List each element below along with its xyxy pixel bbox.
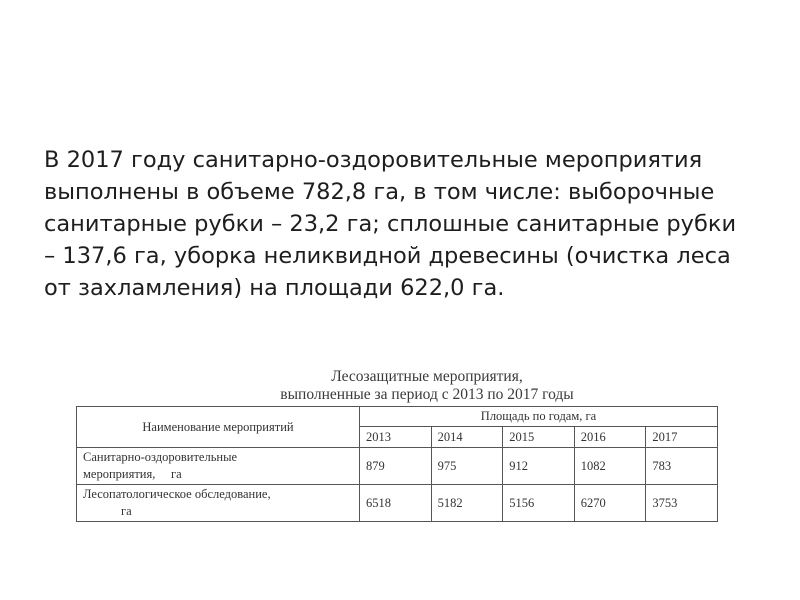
value-cell: 975 — [431, 448, 503, 485]
row-label — [77, 448, 360, 485]
table-row — [77, 485, 718, 522]
table-caption — [136, 368, 718, 404]
caption-line: Лесозащитные мероприятия, — [331, 368, 523, 385]
row-label-line: Лесопатологическое обследование, — [83, 487, 271, 501]
year-cell: 2016 — [574, 427, 646, 448]
table-row — [77, 448, 718, 485]
value-cell: 3753 — [646, 485, 718, 522]
forest-protection-table-block — [76, 368, 718, 522]
paragraph-line: В 2017 году санитарно-оздоровительные мероприятия — [44, 147, 703, 173]
row-label-line: га — [121, 504, 132, 518]
value-cell: 5156 — [503, 485, 575, 522]
paragraph-line: – 137,6 га, уборка неликвидной древесины (очистка леса — [44, 243, 731, 269]
value-cell: 912 — [503, 448, 575, 485]
value-cell: 6270 — [574, 485, 646, 522]
value-cell: 879 — [360, 448, 432, 485]
value-cell: 6518 — [360, 485, 432, 522]
paragraph-line: от захламления) на площади 622,0 га. — [44, 275, 505, 301]
paragraph-line: выполнены в объеме 782,8 га, в том числе: выборочные — [44, 179, 715, 205]
year-cell: 2014 — [431, 427, 503, 448]
table-header-row — [77, 407, 718, 427]
value-cell: 1082 — [574, 448, 646, 485]
paragraph-line: санитарные рубки – 23,2 га; сплошные санитарные рубки — [44, 211, 737, 237]
intro-paragraph — [44, 144, 756, 304]
header-area-by-year: Площадь по годам, га — [360, 407, 718, 427]
year-cell: 2015 — [503, 427, 575, 448]
row-label-line: мероприятия, га — [83, 467, 182, 481]
year-cell: 2013 — [360, 427, 432, 448]
forest-protection-table — [76, 406, 718, 522]
caption-line: выполненные за период с 2013 по 2017 годы — [280, 386, 574, 403]
year-cell: 2017 — [646, 427, 718, 448]
value-cell: 783 — [646, 448, 718, 485]
value-cell: 5182 — [431, 485, 503, 522]
row-label — [77, 485, 360, 522]
header-activity-name: Наименование мероприятий — [77, 407, 360, 448]
row-label-line: Санитарно-оздоровительные — [83, 450, 238, 464]
